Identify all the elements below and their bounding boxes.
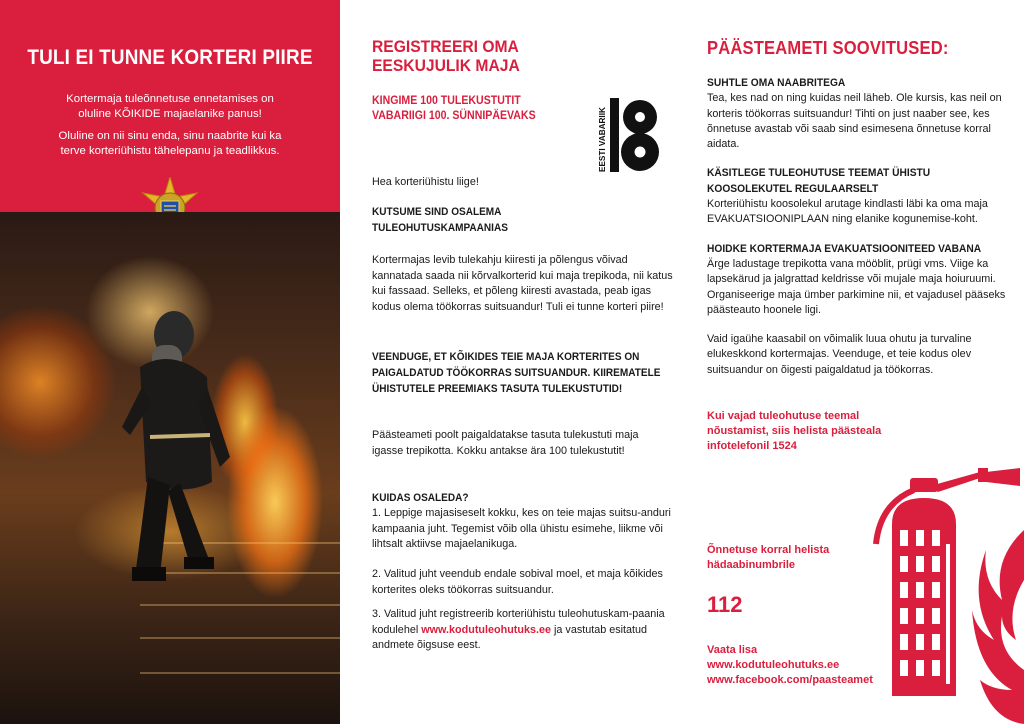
smoke-detector-notice: VEENDUGE, ET KÕIKIDES TEIE MAJA KORTERITES ON PAIGALDATUD TÖÖKORRAS SUITSUANDUR. KIIREMATELE ÜHISTUTELE PREEMIAKS TASUTA TULEKUSTUTID! bbox=[372, 351, 661, 395]
firefighter-silhouette bbox=[112, 307, 232, 607]
tip-heading: HOIDKE KORTERMAJA EVAKUATSIOONITEED VABANA bbox=[707, 242, 982, 255]
step-2: 2. Valitud juht veendub endale sobival moel, et maja kõikides korterites oleks töökorras suitsuandur. bbox=[372, 568, 663, 596]
register-title-line-1: REGISTREERI OMA bbox=[372, 37, 519, 56]
gift-subtitle-line-2: VABARIIGI 100. SÜNNIPÄEVAKS bbox=[372, 110, 536, 122]
tip-text: Tea, kes nad on ning kuidas neil läheb. Ole kursis, kas neil on korteris töökorras suitsuandur! Tihti on just naaber see, kes õnnetuse avastab või saab sind esimesena õnnetuse korral aidata. bbox=[707, 92, 1002, 151]
intro-paragraph-1: Kortermaja tuleõnnetuse ennetamises on oluline KÕIKIDE majaelanike panus! bbox=[66, 93, 274, 120]
tip-section bbox=[707, 76, 1007, 152]
facebook-link[interactable]: www.facebook.com/paasteamet bbox=[707, 674, 873, 686]
step-3 bbox=[372, 607, 672, 654]
register-title-line-2: EESKUJULIK MAJA bbox=[372, 56, 520, 75]
recommendations-title: PÄÄSTEAMETI SOOVITUSED: bbox=[707, 38, 949, 58]
tip-section bbox=[707, 166, 1007, 227]
campaign-link[interactable]: www.kodutuleohutuks.ee bbox=[421, 623, 552, 636]
tip-heading: KÄSITLEGE TULEOHUTUSE TEEMAT ÜHISTU KOOSOLEKUTEL REGULAARSELT bbox=[707, 167, 931, 195]
free-extinguisher-paragraph: Päästeameti poolt paigaldatakse tasuta tulekustuti maja igasse trepikotta. Kokku antakse ära 100 tulekustutit! bbox=[372, 429, 639, 457]
headline: TULI EI TUNNE KORTERI PIIRE bbox=[27, 46, 313, 69]
gift-subtitle-line-1: KINGIME 100 TULEKUSTUTIT bbox=[372, 95, 521, 107]
tip-text: Ärge ladustage trepikotta vana mööblit, prügi vms. Viige ka lapsekärud ja jalgrattad keldrisse või mujale maja hoiuruumi. Organiseerige maja ümber parkimine nii, et vajadusel pääseks päästeauto hoonele ligi. bbox=[707, 257, 1006, 316]
invite-heading-line-2: TULEOHUTUSKAMPAANIAS bbox=[372, 221, 508, 234]
stair-line bbox=[140, 672, 340, 674]
how-to-heading: KUIDAS OSALEDA? bbox=[372, 492, 469, 504]
step-1: 1. Leppige majasiseselt kokku, kes on teie majas suitsu-anduri kampaania juht. Tegemist võib olla ühistu esimehe, liikme või lihtsalt aktiivse majaelanikuga. bbox=[372, 507, 671, 551]
emergency-text: Õnnetuse korral helista hädaabinumbrile bbox=[707, 544, 830, 571]
flames-icon bbox=[972, 520, 1024, 724]
ev100-label: EESTI VABARIIK bbox=[598, 107, 607, 172]
invite-heading bbox=[372, 205, 651, 236]
greeting: Hea korteriühistu liige! bbox=[372, 176, 479, 188]
gift-subtitle bbox=[372, 94, 570, 124]
intro-paragraph-2: Oluline on nii sinu enda, sinu naabrite kui ka terve korteriühistu tähelepanu ja teadlikkus. bbox=[58, 130, 282, 157]
left-panel bbox=[0, 0, 340, 724]
right-panel bbox=[682, 0, 1024, 724]
stair-line bbox=[140, 637, 340, 639]
register-title bbox=[372, 37, 556, 75]
tip-section bbox=[707, 242, 1007, 318]
step-3-text-end: ja vastutab esitatud andmete õigsuse eest. bbox=[372, 623, 648, 652]
see-more-label: Vaata lisa bbox=[707, 644, 758, 656]
step-3-text: 3. Valitud juht registreerib korteriühistu tuleohutuskam-paania kodulehel bbox=[372, 608, 665, 636]
tip-heading: SUHTLE OMA NAABRITEGA bbox=[707, 77, 846, 89]
tip-text: Korteriühistu koosolekul arutage kindlasti läbi ka oma maja EVAKUATSIOONIPLAAN ning elanike kogunemise-koht. bbox=[707, 198, 988, 226]
tip-text: Vaid igaühe kaasabil on võimalik luua ohutu ja turvaline elukeskkond kortermajas. Veenduge, et teie kodus olev suitsuandur on õigesti paigaldatud ja töökorras. bbox=[707, 333, 972, 376]
emergency-number: 112 bbox=[707, 592, 743, 617]
intro-text bbox=[50, 92, 290, 166]
tip-section bbox=[707, 332, 1007, 378]
intro-paragraph: Kortermajas levib tulekahju kiiresti ja põlengus võivad kannatada saada nii kõrvalkorterid kui maja trepikoda, nii katus kui fassaad. Selleks, et põleng kiiresti avastada, peab igas kodus olema töökorras suitsuandur! Tuli ei tunne korteri piire! bbox=[372, 254, 673, 313]
invite-heading-line-1: KUTSUME SIND OSALEMA bbox=[372, 206, 502, 218]
website-link[interactable]: www.kodutuleohutuks.ee bbox=[707, 659, 840, 671]
firefighter-photo bbox=[0, 212, 340, 724]
recommendations-list bbox=[707, 76, 1007, 392]
ev100-logo-icon bbox=[592, 96, 662, 174]
info-phone-callout: Kui vajad tuleohutuse teemal nõustamist, siis helista päästeala infotelefonil 1524 bbox=[707, 410, 882, 452]
middle-panel bbox=[340, 0, 682, 724]
